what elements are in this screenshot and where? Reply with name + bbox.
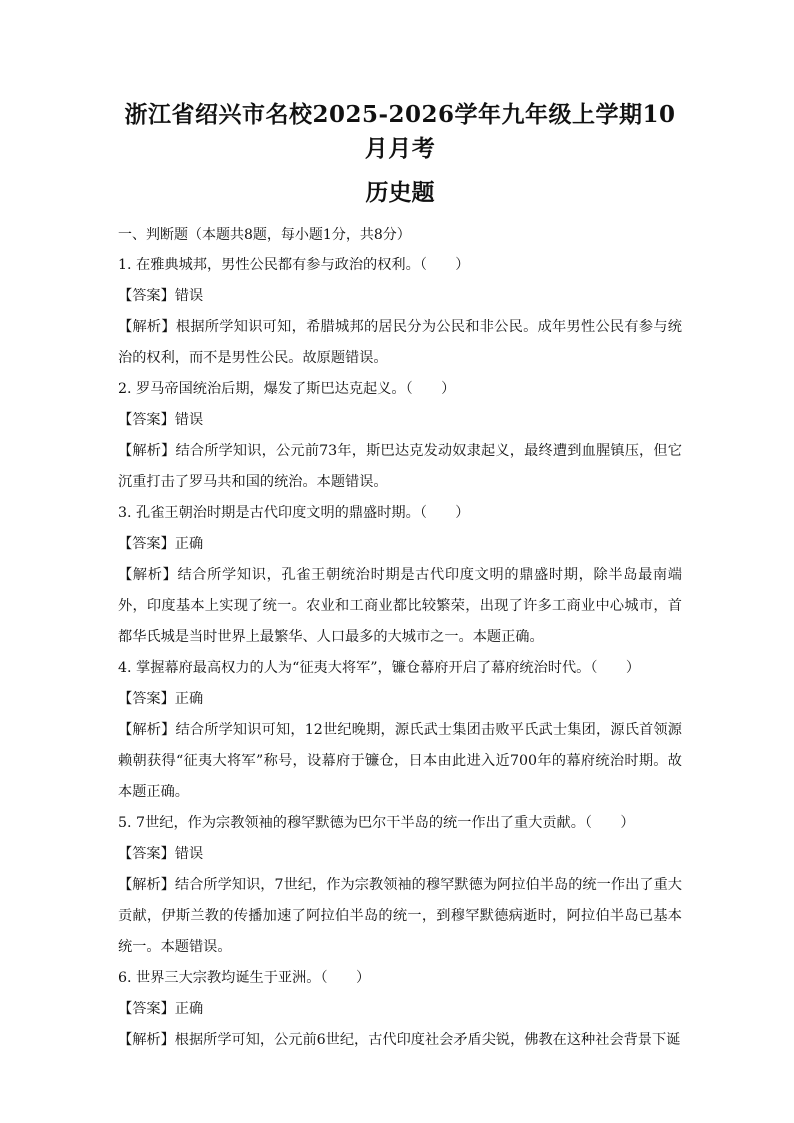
answer-tag: 【答案】: [118, 288, 175, 304]
analysis-line: [118, 436, 682, 498]
answer-value: 错误: [174, 288, 204, 304]
question-text: 4. 掌握幕府最高权力的人为“征夷大将军”，镰仓幕府开启了幕府统治时代。（ ）: [118, 660, 641, 676]
answer-line: [118, 684, 682, 715]
question-text: 6. 世界三大宗教均诞生于亚洲。（ ）: [118, 970, 371, 986]
analysis-line: [118, 870, 682, 963]
question-block: [118, 374, 682, 498]
question-text: 5. 7世纪，作为宗教领袖的穆罕默德为巴尔干半岛的统一作出了重大贡献。（ ）: [118, 815, 635, 831]
analysis-tag: 【解析】: [118, 1032, 175, 1048]
answer-tag: 【答案】: [118, 691, 175, 707]
answer-tag: 【答案】: [118, 1001, 175, 1017]
answer-value: 正确: [174, 1001, 204, 1017]
question-block: [118, 250, 682, 374]
answer-line: [118, 281, 682, 312]
answer-value: 错误: [174, 846, 204, 862]
question-text: 2. 罗马帝国统治后期，爆发了斯巴达克起义。（ ）: [118, 381, 456, 397]
analysis-tag: 【解析】: [118, 443, 176, 459]
answer-value: 正确: [174, 536, 204, 552]
answer-value: 正确: [174, 691, 204, 707]
question-block: [118, 653, 682, 808]
page-subtitle: 历史题: [365, 179, 435, 206]
analysis-text: 结合所学知识可知，12世纪晚期，源氏武士集团击败平氏武士集团，源氏首领源赖朝获得“征夷大将军”称号，设幕府于镰仓，日本由此进入近700年的幕府统治时期。故本题正确。: [118, 722, 682, 800]
section-heading: 一、判断题（本题共8题，每小题1分，共8分）: [118, 227, 411, 243]
answer-tag: 【答案】: [118, 846, 175, 862]
analysis-tag: 【解析】: [118, 722, 176, 738]
answer-tag: 【答案】: [118, 412, 175, 428]
question-text: 3. 孔雀王朝治时期是古代印度文明的鼎盛时期。（ ）: [118, 505, 470, 521]
question-block: [118, 963, 682, 1056]
analysis-tag: 【解析】: [118, 319, 176, 335]
analysis-tag: 【解析】: [118, 567, 178, 583]
analysis-tag: 【解析】: [118, 877, 175, 893]
answer-tag: 【答案】: [118, 536, 175, 552]
analysis-line: [118, 1025, 682, 1056]
analysis-text: 结合所学知识，公元前73年，斯巴达克发动奴隶起义，最终遭到血腥镇压，但它沉重打击了罗马共和国的统治。本题错误。: [118, 443, 682, 490]
answer-value: 错误: [174, 412, 204, 428]
question-text: 1. 在雅典城邦，男性公民都有参与政治的权利。（ ）: [118, 257, 470, 273]
page-title: 浙江省绍兴市名校2025-2026学年九年级上学期10月月考: [124, 101, 676, 162]
analysis-text: 结合所学知识，7世纪，作为宗教领袖的穆罕默德为阿拉伯半岛的统一作出了重大贡献，伊斯兰教的传播加速了阿拉伯半岛的统一，到穆罕默德病逝时，阿拉伯半岛已基本统一。本题错误。: [118, 877, 682, 955]
answer-line: [118, 529, 682, 560]
answer-line: [118, 839, 682, 870]
analysis-line: [118, 715, 682, 808]
question-block: [118, 498, 682, 653]
question-block: [118, 808, 682, 963]
analysis-text: 结合所学知识，孔雀王朝统治时期是古代印度文明的鼎盛时期，除半岛最南端外，印度基本上实现了统一。农业和工商业都比较繁荣，出现了许多工商业中心城市，首都华氏城是当时世界上最繁华、人口最多的大城市之一。本题正确。: [118, 567, 682, 645]
answer-line: [118, 994, 682, 1025]
analysis-text: 根据所学可知，公元前6世纪，古代印度社会矛盾尖锐，佛教在这种社会背景下诞: [174, 1032, 681, 1048]
analysis-line: [118, 312, 682, 374]
analysis-text: 根据所学知识可知，希腊城邦的居民分为公民和非公民。成年男性公民有参与统治的权利，而不是男性公民。故原题错误。: [118, 319, 682, 366]
answer-line: [118, 405, 682, 436]
analysis-line: [118, 560, 682, 653]
